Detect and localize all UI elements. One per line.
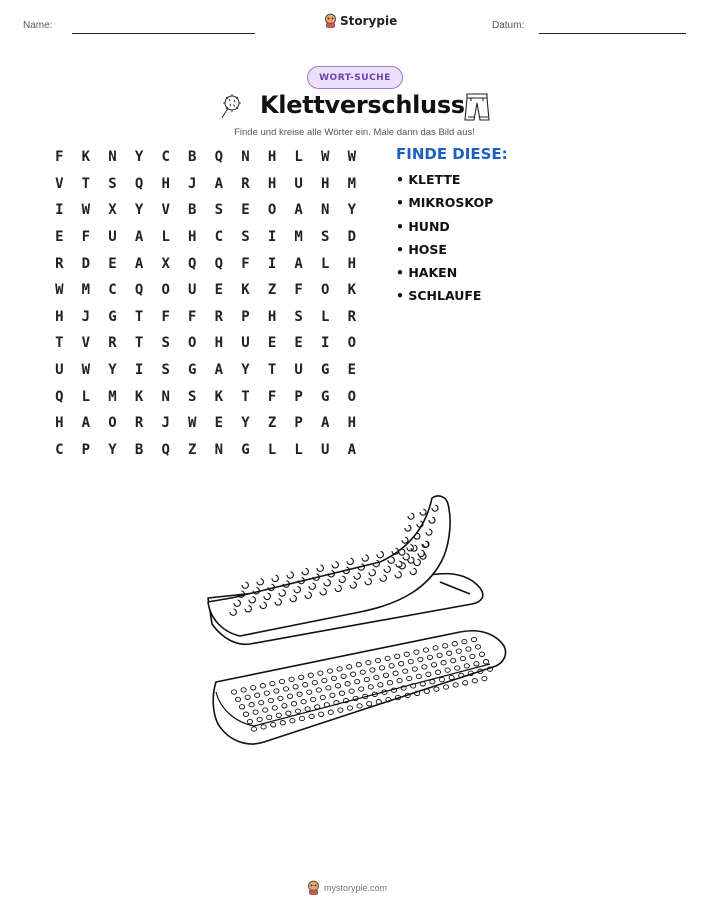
word-item: • HAKEN [396,265,458,281]
grid-letter: L [161,229,170,246]
grid-letter: C [108,282,117,299]
grid-letter: U [241,335,250,352]
grid-letter: Y [241,362,250,379]
grid-letter: I [134,362,144,379]
mascot-icon [307,880,320,895]
grid-letter: R [55,255,64,272]
grid-letter: H [267,149,277,166]
grid-letter: U [188,282,197,299]
name-line [72,33,255,34]
loop-mark [443,685,448,689]
grid-letter: Q [134,175,144,192]
grid-letter: N [161,388,170,405]
grid-letter: R [108,335,117,352]
grid-letter: N [241,149,250,166]
grid-letter: P [81,441,91,458]
grid-letter: Z [188,441,197,458]
grid-letter: F [294,282,303,299]
grid-letter: J [161,415,170,432]
grid-letter: H [267,308,277,325]
find-title: FINDE DIESE: [396,145,508,163]
pants-icon [463,91,491,123]
grid-letter: S [108,175,117,192]
grid-letter: B [188,149,197,166]
grid-letter: M [108,388,117,405]
grid-letter: W [55,282,64,299]
word-search-badge: WORT-SUCHE [307,66,403,89]
grid-letter: S [321,229,330,246]
grid-letter: H [55,415,64,432]
grid-letter: O [321,282,330,299]
grid-letter: E [347,362,357,379]
grid-letter: X [108,202,117,219]
grid-letter: U [321,441,330,458]
brand-name: Storypie [340,13,398,28]
word-item: • MIKROSKOP [396,195,494,211]
grid-letter: A [214,362,224,379]
grid-letter: K [347,282,357,299]
grid-letter: G [188,362,197,379]
grid-letter: O [347,335,357,352]
grid-letter: O [267,202,277,219]
grid-letter: M [294,229,303,246]
grid-letter: I [55,202,64,219]
grid-letter: W [321,149,330,166]
grid-letter: H [188,229,197,246]
grid-letter: L [267,441,277,458]
hook-mark [302,568,308,574]
grid-letter: T [55,335,64,352]
hook-mark [317,565,323,571]
grid-letter: E [214,282,224,299]
grid-letter: Q [214,255,224,272]
hook-mark [405,525,411,531]
grid-letter: Y [241,415,250,432]
word-item: • HOSE [396,241,447,257]
grid-letter: Z [267,282,277,299]
brand-logo [324,13,397,28]
word-item: • SCHLAUFE [396,288,482,304]
grid-letter: Y [134,149,144,166]
grid-letter: E [241,202,250,219]
hook-mark [377,551,383,557]
grid-letter: S [188,388,197,405]
grid-letter: N [321,202,330,219]
hook-mark [257,579,263,585]
grid-letter: B [134,441,144,458]
grid-letter: D [347,229,357,246]
grid-letter: F [55,149,64,166]
grid-letter: Q [55,388,64,405]
grid-letter: F [188,308,197,325]
hook-mark [408,513,414,519]
mascot-icon [324,13,337,28]
grid-letter: J [188,175,197,192]
grid-letter: V [55,175,64,192]
hook-mark [347,558,353,564]
grid-letter: E [214,415,224,432]
hook-mark [242,582,248,588]
grid-letter: A [347,441,357,458]
letter-grid [46,144,365,463]
grid-letter: S [161,362,170,379]
grid-letter: R [214,308,224,325]
grid-letter: Z [267,415,277,432]
grid-letter: W [81,362,91,379]
grid-letter: E [55,229,64,246]
grid-letter: S [214,202,224,219]
hook-mark [420,509,426,515]
word-item: • HUND [396,218,450,234]
grid-letter: S [294,308,303,325]
grid-letter: X [161,255,170,272]
grid-letter: D [81,255,91,272]
name-label: Name: [23,20,53,31]
grid-letter: K [81,149,91,166]
date-label: Datum: [492,20,525,31]
hook-mark [362,555,368,561]
word-item: • KLETTE [396,172,461,187]
grid-letter: H [214,335,224,352]
loop-mark [453,683,458,687]
grid-letter: O [161,282,170,299]
grid-letter: H [321,175,330,192]
grid-letter: J [81,308,91,325]
grid-letter: F [267,388,277,405]
grid-letter: O [188,335,197,352]
grid-letter: Q [214,149,224,166]
grid-letter: G [241,441,250,458]
grid-letter: G [321,362,330,379]
grid-letter: T [241,388,250,405]
grid-letter: A [294,255,303,272]
grid-letter: F [161,308,170,325]
loop-mark [472,679,477,683]
grid-letter: M [81,282,91,299]
grid-letter: H [161,175,170,192]
grid-letter: W [347,149,357,166]
grid-letter: I [267,255,277,272]
grid-letter: K [241,282,250,299]
grid-letter: H [55,308,64,325]
grid-letter: O [108,415,117,432]
grid-letter: T [267,362,277,379]
grid-letter: U [55,362,64,379]
grid-letter: O [347,388,357,405]
footer-url: mystorypie.com [324,882,388,893]
grid-letter: Q [188,255,197,272]
grid-letter: P [294,388,303,405]
grid-letter: I [267,229,277,246]
grid-letter: L [81,388,91,405]
grid-letter: N [214,441,224,458]
page-title: Klettverschluss [260,91,465,119]
grid-letter: F [241,255,250,272]
grid-letter: E [267,335,277,352]
loop-mark [482,676,487,680]
grid-letter: W [188,415,197,432]
word-list [396,172,493,312]
footer [307,880,387,895]
grid-letter: T [81,175,91,192]
grid-letter: C [214,229,224,246]
grid-letter: G [108,308,117,325]
velcro-illustration [200,486,510,751]
grid-letter: L [294,441,303,458]
grid-letter: A [321,415,330,432]
grid-letter: E [108,255,117,272]
grid-letter: N [108,149,117,166]
grid-letter: H [347,255,357,272]
grid-letter: S [241,229,250,246]
grid-letter: Q [161,441,170,458]
grid-letter: H [267,175,277,192]
grid-letter: R [241,175,250,192]
grid-letter: R [347,308,357,325]
grid-letter: E [294,335,303,352]
grid-letter: I [321,335,330,352]
grid-letter: Y [347,202,357,219]
grid-letter: Q [134,282,144,299]
grid-letter: T [134,335,144,352]
loop-mark [424,689,429,693]
grid-letter: Y [108,362,117,379]
grid-letter: U [294,175,303,192]
grid-letter: S [161,335,170,352]
grid-letter: L [321,255,330,272]
hook-mark [332,562,338,568]
grid-letter: A [294,202,303,219]
grid-letter: A [81,415,91,432]
burr-icon [218,92,244,120]
hook-mark [287,572,293,578]
grid-letter: K [214,388,224,405]
grid-letter: L [294,149,303,166]
grid-letter: R [134,415,144,432]
loop-mark [434,687,439,691]
grid-letter: V [81,335,91,352]
hook-mark [272,575,278,581]
grid-letter: L [321,308,330,325]
grid-letter: C [161,149,170,166]
grid-letter: M [347,175,357,192]
grid-letter: B [188,202,197,219]
grid-letter: Y [108,441,117,458]
grid-letter: W [81,202,91,219]
grid-letter: F [81,229,91,246]
grid-letter: G [321,388,330,405]
date-line [539,33,686,34]
grid-letter: T [134,308,144,325]
grid-letter: K [134,388,144,405]
grid-letter: A [214,175,224,192]
grid-letter: P [294,415,303,432]
loop-mark [463,681,468,685]
grid-letter: U [294,362,303,379]
instructions: Finde und kreise alle Wörter ein. Male dann das Bild aus! [234,127,475,138]
grid-letter: P [241,308,250,325]
grid-letter: H [347,415,357,432]
grid-letter: V [161,202,170,219]
grid-letter: C [55,441,64,458]
grid-letter: Y [134,202,144,219]
grid-letter: A [134,255,144,272]
hook-mark [402,537,408,543]
grid-letter: U [108,229,117,246]
grid-letter: A [134,229,144,246]
